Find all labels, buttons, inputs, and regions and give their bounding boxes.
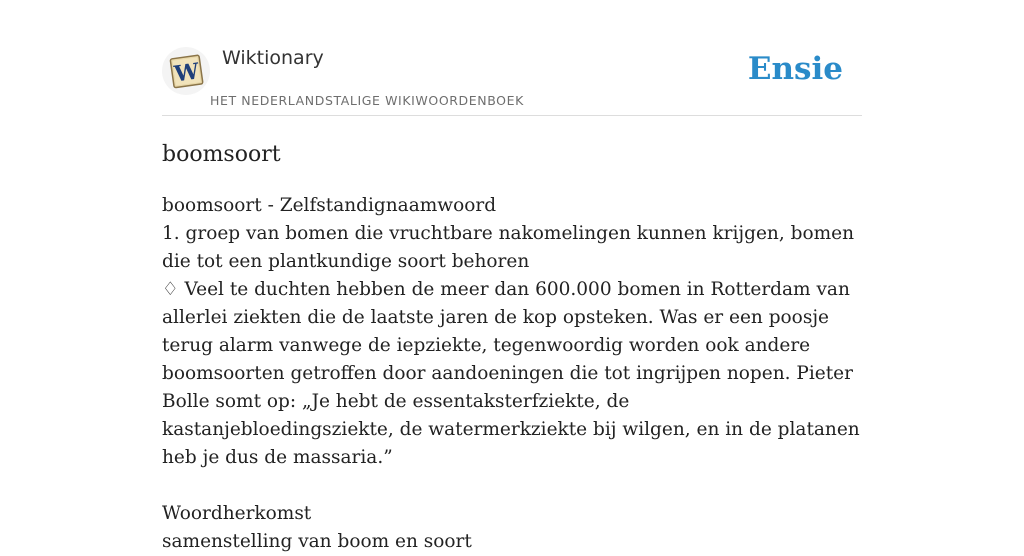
- site-name[interactable]: Wiktionary: [222, 47, 324, 69]
- ensie-brand-link[interactable]: Ensie: [747, 51, 843, 87]
- site-subtitle: HET NEDERLANDSTALIGE WIKIWOORDENBOEK: [210, 93, 524, 108]
- entry-content: [162, 192, 862, 556]
- entry-heading-line: boomsoort - Zelfstandignaamwoord: [162, 195, 497, 216]
- logo-letter: W: [172, 58, 201, 88]
- wiktionary-logo-icon[interactable]: [162, 47, 210, 95]
- etymology-heading: Woordherkomst: [162, 503, 312, 524]
- etymology-text: samenstelling van boom en soort: [162, 531, 472, 552]
- page-title: boomsoort: [162, 142, 281, 167]
- entry-definition: 1. groep van bomen die vruchtbare nakomelingen kunnen krijgen, bomen die tot een plantkundige soort behoren: [162, 223, 854, 272]
- main-container: [162, 0, 862, 552]
- site-header: [162, 0, 862, 116]
- spacer: [162, 472, 862, 500]
- entry-example: ♢ Veel te duchten hebben de meer dan 600.000 bomen in Rotterdam van allerlei ziekten die de laatste jaren de kop opsteken. Was er een poosje terug alarm vanwege de iepziekte, tegenwoordig worden ook andere boomsoorten getroffen door aandoeningen die tot ingrijpen nopen. Pieter Bolle somt op: „Je hebt de essentaksterfziekte, de kastanjebloedingsziekte, de watermerkziekte bij wilgen, en in de platanen heb je dus de massaria.”: [162, 279, 860, 468]
